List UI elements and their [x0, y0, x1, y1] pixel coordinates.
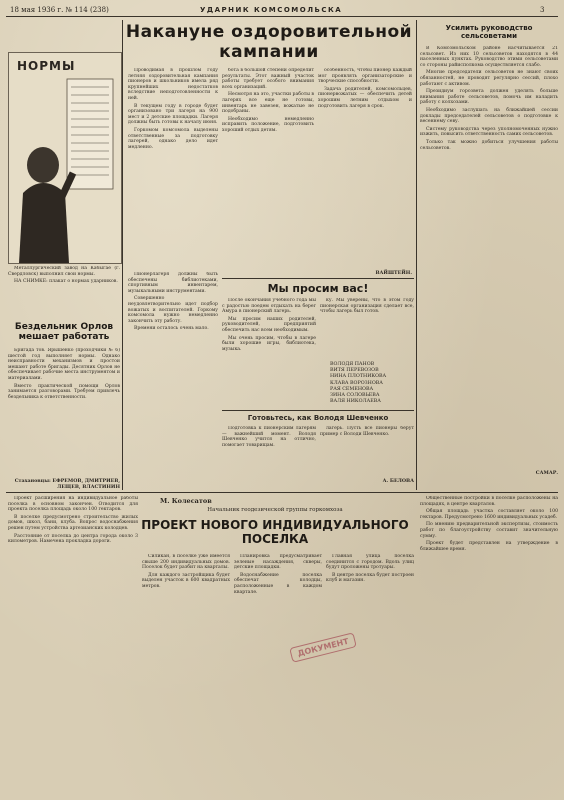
bottom-left-body: Проект расширения на индивидуальное работы поселка в основном закончен. Отводится для проекта поселка площадь около 100 гектаров. В поселке предусмотрено строительство жилых домов, школ, бани, клуба. Вопрос водоснабжения решен путем устройства артезианских колодцев. Расстояние от поселка до центра города около 3 километров. Намечена прокладка дороги. — [8, 496, 138, 545]
header-rule — [6, 16, 558, 17]
request-name: КЛАВА ВОРОЗНОВА — [330, 380, 383, 386]
poster-title: НОРМЫ — [17, 59, 76, 73]
page-number: 3 — [540, 6, 545, 14]
bottom-col1: Силикан, в поселке уже имеется свыше 200 индивидуальных домов. Поселок будет разбит на кварталы. Для каждого застройщика будет выделен участок в 600 квадратных метров. — [142, 554, 230, 589]
caption-snimke: НА СНИМКЕ: плакат о нормах ударников. — [14, 279, 118, 285]
bottom-col3: Главная улица поселка соединится с городом. Вдоль улиц будут проложены тротуары. В центре поселка будет построен клуб и магазин. — [326, 554, 414, 584]
request-name: ВОЛОДЯ ПАНОВ — [330, 362, 375, 367]
orlov-signature: Стахановцы: ЕФРЕМОВ, ДМИТРИЕВ, ЛЕЩЕВ, ВЛАСТИНИН — [14, 478, 120, 490]
orlov-body: Бригада тов. Ярышенко (проходчики № 6) шестой год выполняет нормы. Однако неисправности механизмов и простои мешают работе бригады. Десятник Орлов не обеспечивает рабочие места инструментом и материалами. Вместо практической помощи Орлов занимается разговорами. Требуем привлечь бездельника к ответственности. — [8, 348, 120, 400]
main-headline: Накануне оздоровительной кампании — [125, 22, 413, 62]
request-name: РАЯ СЕМЕНОВА — [330, 386, 374, 392]
shevchenko-body: Подготовка к пионерским лагерям — важнейший момент. Володя Шевченко учится на отлично, помогает товарищам. — [222, 426, 316, 448]
poster-image — [8, 52, 122, 264]
poster-figure-icon — [9, 53, 121, 263]
right-column-signature: САМАР. — [535, 470, 558, 476]
bottom-col2: Планировка предусматривает зеленые насаждения, скверы, детские площадки. Водоснабжение поселка обеспечат колодцы, расположенные в каждом квартале. — [234, 554, 322, 595]
request-title: Мы просим вас! — [267, 282, 369, 295]
right-column-body: В Комсомольском районе насчитывается 21 сельсовет. Из них 10 сельсоветов находятся в 44 населенных пунктах. Руководство этими сельсоветами со стороны райисполкома осуществляется слабо. Многие председатели сельсоветов не знают своих обязанностей, не проводят регулярно сессий, плохо работают с активом. Президиум горсовета должен уделять больше внимания работе сельсоветов, помочь им наладить работу с колхозами. Необходимо заслушать на ближайшей сессии доклады председателей сельсоветов о подготовке к весеннему севу. Систему руководства через уполномоченных нужно изжить, повысить ответственность самих сельсоветов. Только так можно добиться улучшения работы сельсоветов. — [420, 46, 558, 151]
masthead: УДАРНИК КОМСОМОЛЬСКА — [200, 6, 343, 14]
request-name: ВАЛЯ НИКОЛАЕВА — [330, 399, 381, 405]
main-article-signature: ВАЙШТЕЙН. — [375, 270, 412, 276]
author-role: Начальник геодезической группы горкомхоза — [207, 507, 343, 513]
issue-date: 18 мая 1936 г. № 114 (238) — [10, 6, 109, 14]
main-article-col2: бота в большой степени определит результаты. Этот важный участок работы требует особого внимания всех организаций. Несмотря на это, участки работы в лагерях все еще не готовы, инвентарь не завезен, вожатые не подобраны. Необходимо немедленно исправить положение, подготовить хороший отдых детям. — [222, 68, 314, 133]
orlov-title: Бездельник Орлов мешает работать — [14, 322, 114, 342]
poster-caption — [8, 266, 120, 316]
main-article-col3: особенность, чтобы пионер каждый мог проявлять организаторские и творческие способности. Задача родителей, комсомольцев, пионервожатых — обеспечить детей хорошим летним отдыхом и подготовить лагеря в срок. — [318, 68, 412, 109]
column-divider — [122, 20, 123, 490]
shevchenko-title: Готовьтесь, как Володя Шевченко — [247, 414, 389, 422]
main-article-col1: Проводимая в прошлом году летняя оздоровительная кампания пионеров и школьников имела ряд крупнейших недостатков вследствие неподготовленности к ней. В текущем году в городе будет организовано три лагеря на 900 мест и 2 детские площадки. Лагеря должны быть готовы к началу июня. Горкомом комсомола выделены ответственные за подготовку лагерей, однако дело идет медленно. — [128, 68, 218, 150]
right-column-title: Усилить руководство сельсоветами — [445, 24, 533, 40]
column-divider — [416, 20, 417, 490]
request-name: ЗИНА СОЛОВЬЕВА — [330, 393, 380, 399]
request-body: После окончания учебного года мы с радостью поедем отдыхать на берег Амура в пионерский лагерь. Мы просим наших родителей, руководителей, предприятий обеспечить нас всем необходимым. Мы очень просим, чтобы в лагере были хорошие игры, библиотека, музыка. — [222, 298, 316, 352]
shevchenko-signature: А. БЕЛОВА — [382, 478, 414, 484]
main-article-col1-cont: Пионерлагеря должны быть обеспечены библиотеками, спортивным инвентарем, музыкальными инструментами. Совершенно неудовлетворительно идет подбор вожатых и воспитателей. Горкому комсомола нужно немедленно закончить эту работу. Времени осталось очень мало. — [128, 272, 218, 332]
request-name: НИНА ПЛОТНИКОВА — [330, 374, 387, 380]
caption-text: Металлургический завод на Кабыгае (г. Свердловск) выполнил свои нормы. — [8, 266, 120, 277]
section-rule — [222, 278, 414, 279]
archive-stamp: ДОКУМЕНТ — [289, 632, 357, 663]
request-name: ВИТЯ ПЕРЕВОЗОВ — [330, 368, 379, 374]
section-rule — [222, 410, 414, 411]
bottom-headline: ПРОЕКТ НОВОГО ИНДИВИДУАЛЬНОГО ПОСЕЛКА — [141, 518, 409, 546]
request-body-2: ку. Мы уверены, что в этом году пионерская организация сделает все, чтобы лагерь был готов. — [320, 298, 414, 315]
author-name: М. Колесатов — [160, 497, 212, 505]
bottom-section-rule — [6, 492, 558, 493]
bottom-right-body: Общественные постройки в поселке расположены на площадях, в центре кварталов. Общая площадь участка составляет около 100 гектаров. Предусмотрено 1600 индивидуальных усадеб. По мнению предварительной экспертизы, стоимость работ по благоустройству составит значительную сумму. Проект будет представлен на утверждение в ближайшее время. — [420, 496, 558, 552]
shevchenko-body-2: лагерь. Пусть все пионеры берут пример с Володи Шевченко. — [320, 426, 414, 437]
request-signatures — [330, 362, 414, 405]
